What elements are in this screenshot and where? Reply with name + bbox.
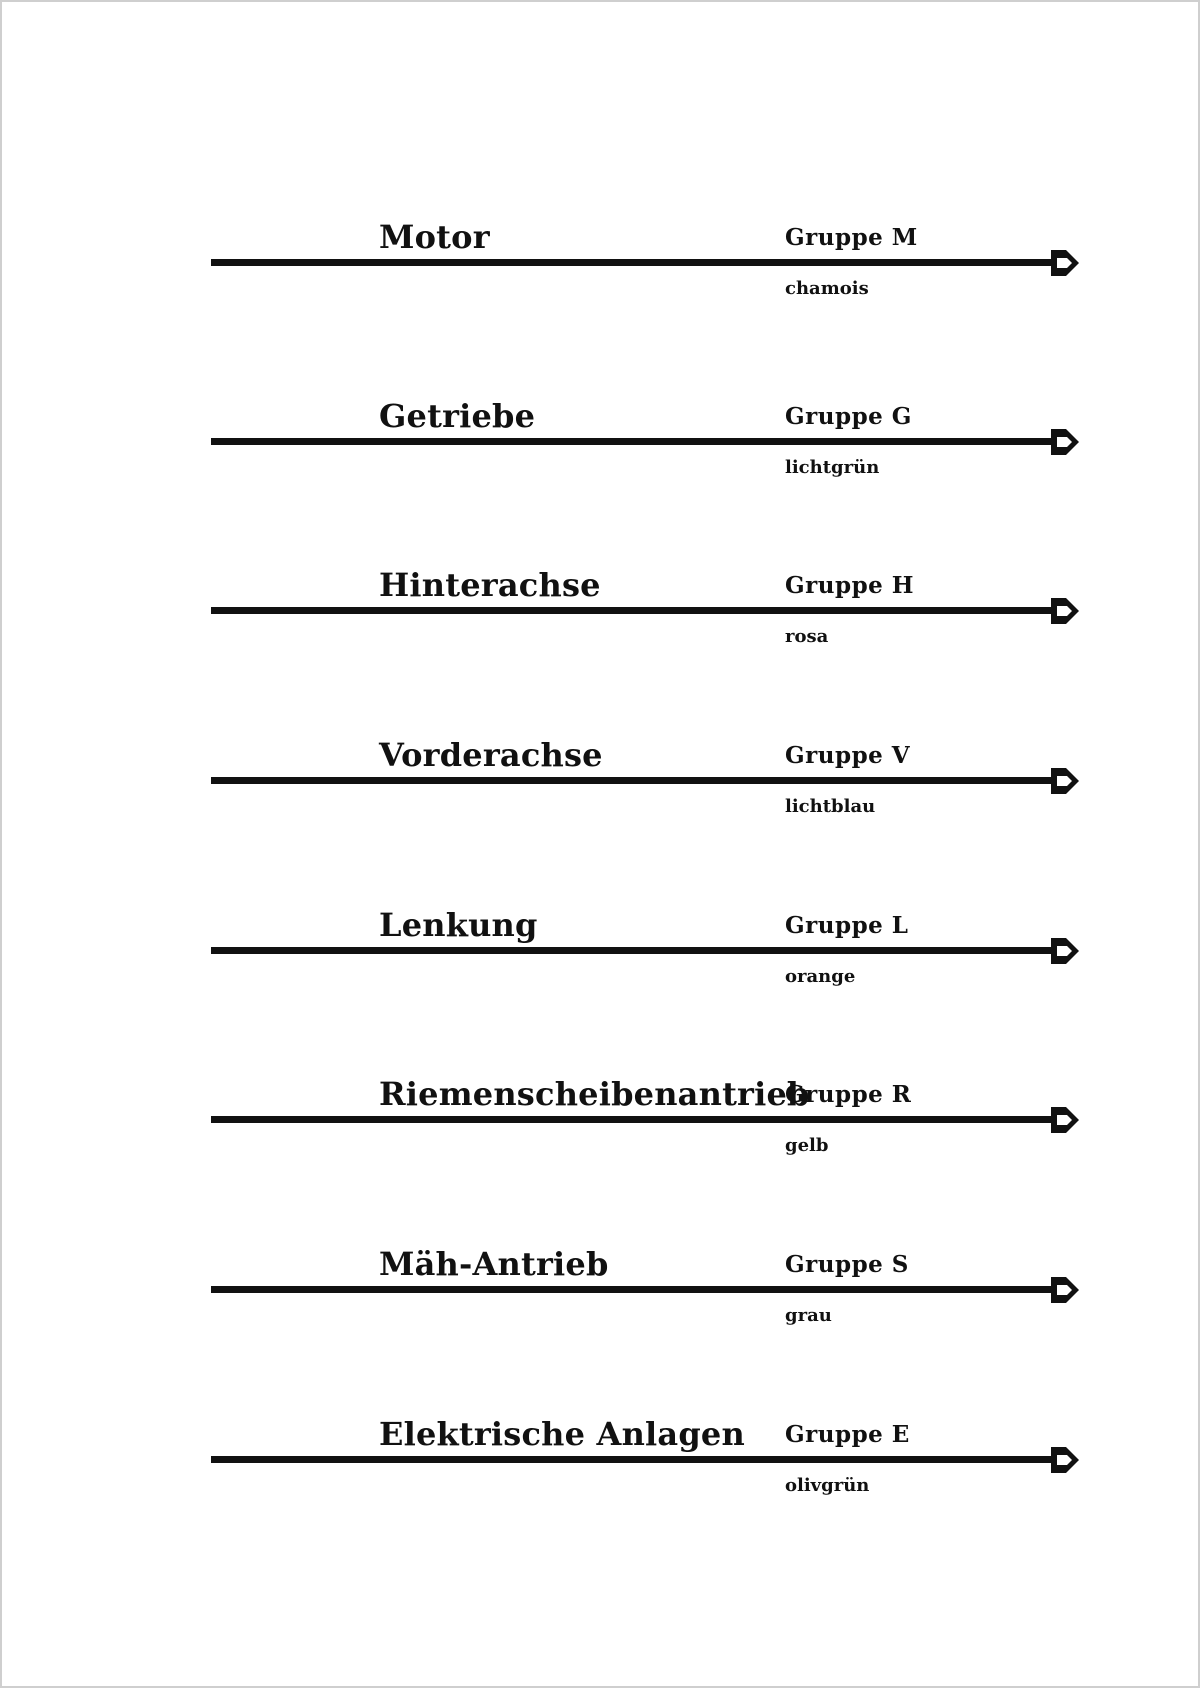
group-color: lichtblau — [785, 796, 876, 817]
group-name: Lenkung — [379, 906, 538, 944]
group-code: Gruppe G — [785, 403, 912, 430]
arrow-right-icon — [211, 248, 1081, 278]
group-row-getriebe — [2, 396, 1200, 516]
group-code: Gruppe H — [785, 572, 915, 599]
group-row-lenkung — [2, 905, 1200, 1025]
group-code: Gruppe E — [785, 1421, 910, 1448]
arrow-right-icon — [211, 596, 1081, 626]
group-color: orange — [785, 966, 856, 987]
group-name: Motor — [379, 218, 490, 256]
group-color: lichtgrün — [785, 457, 880, 478]
group-code: Gruppe M — [785, 224, 918, 251]
group-code: Gruppe R — [785, 1081, 912, 1108]
group-name: Vorderachse — [379, 736, 603, 774]
group-name: Riemenscheibenantrieb — [379, 1075, 810, 1113]
group-color: gelb — [785, 1135, 829, 1156]
group-color: rosa — [785, 626, 829, 647]
group-color: olivgrün — [785, 1475, 870, 1496]
group-row-hinterachse — [2, 565, 1200, 685]
arrow-right-icon — [211, 766, 1081, 796]
group-name: Mäh-Antrieb — [379, 1245, 609, 1283]
group-name: Hinterachse — [379, 566, 601, 604]
arrow-right-icon — [211, 1445, 1081, 1475]
group-code: Gruppe S — [785, 1251, 909, 1278]
group-name: Elektrische Anlagen — [379, 1415, 745, 1453]
group-color: grau — [785, 1305, 832, 1326]
group-row-elektrische-anlagen — [2, 1414, 1200, 1534]
group-name: Getriebe — [379, 397, 536, 435]
arrow-right-icon — [211, 427, 1081, 457]
group-row-riemenscheibenantrieb — [2, 1074, 1200, 1194]
arrow-right-icon — [211, 936, 1081, 966]
arrow-right-icon — [211, 1275, 1081, 1305]
group-code: Gruppe V — [785, 742, 911, 769]
group-row-motor — [2, 217, 1200, 337]
arrow-right-icon — [211, 1105, 1081, 1135]
group-code: Gruppe L — [785, 912, 909, 939]
group-row-maeh-antrieb — [2, 1244, 1200, 1364]
group-color: chamois — [785, 278, 869, 299]
group-row-vorderachse — [2, 735, 1200, 855]
